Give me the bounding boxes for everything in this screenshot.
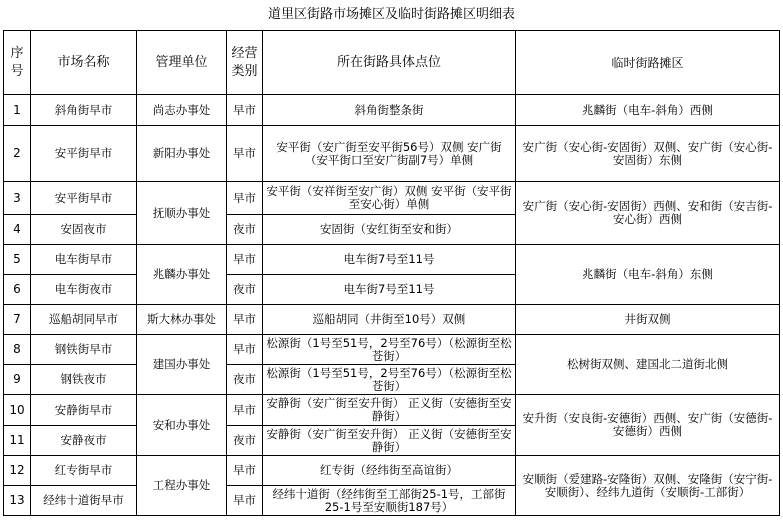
market-type: 夜市 [227,365,263,395]
market-name: 巡船胡同早市 [31,305,137,335]
market-type: 夜市 [227,215,263,245]
header-market: 市场名称 [31,31,137,95]
location: 松源街（1号至51号，2号至76号）（松源街至松苍街） [263,365,516,395]
row-no: 12 [4,456,31,486]
temp-area: 井街双侧 [516,305,780,335]
temp-area: 安广街（安心街-安固街）双侧、安广街（安心街-安固街）东侧 [516,126,780,182]
location: 安固街（安红街至安和街） [263,215,516,245]
market-name: 经纬十道街早市 [31,486,137,516]
location: 电车街7号至11号 [263,275,516,305]
header-type: 经营类别 [227,31,263,95]
row-no: 5 [4,245,31,275]
market-name: 钢铁街早市 [31,335,137,365]
office-name: 斯大林办事处 [137,305,227,335]
header-office: 管理单位 [137,31,227,95]
row-no: 3 [4,182,31,215]
row-no: 11 [4,426,31,456]
header-location: 所在街路具体点位 [263,31,516,95]
market-name: 电车街早市 [31,245,137,275]
page-title: 道里区街路市场摊区及临时街路摊区明细表 [267,7,515,22]
stall-table [3,30,780,516]
table-row [4,395,780,426]
office-name: 新阳办事处 [137,126,227,182]
market-type: 夜市 [227,275,263,305]
market-name: 安静街早市 [31,395,137,426]
market-name: 安平街早市 [31,182,137,215]
temp-area: 兆麟街（电车-斜角）东侧 [516,245,780,305]
market-type: 夜市 [227,426,263,456]
market-type: 早市 [227,182,263,215]
header-no: 序号 [4,31,31,95]
table-row [4,335,780,365]
market-name: 安固夜市 [31,215,137,245]
market-type: 早市 [227,305,263,335]
location: 安平街（安祥街至安广街）双侧 安平街（安平街至安心街）单侧 [263,182,516,215]
header-row [4,31,780,95]
location: 松源街（1号至51号，2号至76号）（松源街至松苍街） [263,335,516,365]
market-type: 早市 [227,245,263,275]
row-no: 6 [4,275,31,305]
market-name: 电车街夜市 [31,275,137,305]
market-type: 早市 [227,395,263,426]
office-name: 抚顺办事处 [137,182,227,245]
market-type: 早市 [227,126,263,182]
row-no: 1 [4,95,31,126]
row-no: 7 [4,305,31,335]
office-name: 建国办事处 [137,335,227,395]
row-no: 2 [4,126,31,182]
location: 安静街（安广街至安升街） 正义街（安德街至安静街） [263,395,516,426]
row-no: 4 [4,215,31,245]
market-type: 早市 [227,95,263,126]
market-type: 早市 [227,486,263,516]
office-name: 工程办事处 [137,456,227,516]
temp-area: 松树街双侧、建国北二道街北侧 [516,335,780,395]
market-name: 红专街早市 [31,456,137,486]
row-no: 9 [4,365,31,395]
office-name: 兆麟办事处 [137,245,227,305]
location: 红专街（经纬街至高谊街） [263,456,516,486]
market-name: 钢铁夜市 [31,365,137,395]
table-row [4,245,780,275]
table-row [4,95,780,126]
office-name: 安和办事处 [137,395,227,456]
temp-area: 兆麟街（电车-斜角）西侧 [516,95,780,126]
location: 安静街（安广街至安升街） 正义街（安德街至安静街） [263,426,516,456]
temp-area: 安升街（安良街-安德街）西侧、安广街（安德街-安德街）西侧 [516,395,780,456]
location: 电车街7号至11号 [263,245,516,275]
table-row [4,305,780,335]
row-no: 13 [4,486,31,516]
market-name: 安静夜市 [31,426,137,456]
temp-area: 安广街（安心街-安固街）西侧、安和街（安吉街-安心街）西侧 [516,182,780,245]
table-row [4,456,780,486]
location: 斜角街整条街 [263,95,516,126]
office-name: 尚志办事处 [137,95,227,126]
temp-area: 安顺街（爱建路-安隆街）双侧、安隆街（安宁街-安顺街）、经纬九道街（安顺街-工部街） [516,456,780,516]
market-name: 斜角街早市 [31,95,137,126]
header-temp: 临时街路摊区 [516,31,780,95]
row-no: 10 [4,395,31,426]
location: 经纬十道街（经纬街至工部街25-1号，工部街25-1号至安顺街187号） [263,486,516,516]
market-name: 安平街早市 [31,126,137,182]
market-type: 早市 [227,456,263,486]
market-type: 早市 [227,335,263,365]
location: 巡船胡同（井街至10号）双侧 [263,305,516,335]
table-row [4,182,780,215]
location: 安平街（安广街至安平街56号）双侧 安广街（安平街口至安广街副7号）单侧 [263,126,516,182]
row-no: 8 [4,335,31,365]
table-row [4,126,780,182]
